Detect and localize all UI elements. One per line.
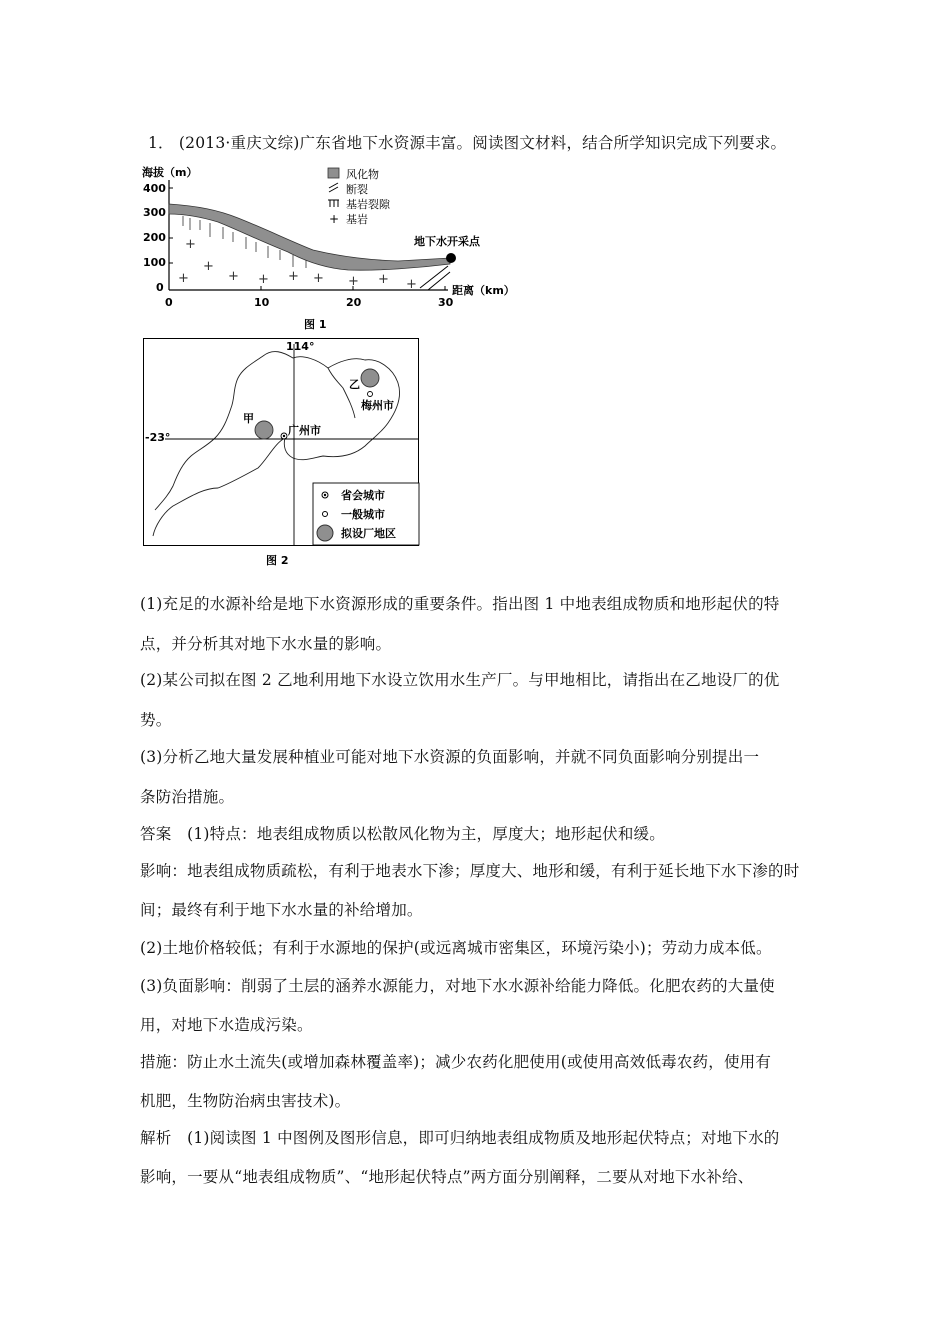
legend-label: 断裂 bbox=[346, 183, 368, 196]
legend-fault-swatch bbox=[329, 183, 338, 192]
y-tick: 200 bbox=[143, 231, 166, 244]
meizhou-city-label: 梅州市 bbox=[361, 399, 394, 412]
question-line: (3)分析乙地大量发展种植业可能对地下水资源的负面影响，并就不同负面影响分别提出一 bbox=[140, 748, 760, 766]
legend-site-swatch bbox=[317, 525, 333, 541]
svg-text:+: + bbox=[258, 272, 269, 287]
svg-text:+: + bbox=[288, 269, 299, 284]
legend-label: 拟设厂地区 bbox=[341, 527, 396, 540]
y-tick: 100 bbox=[143, 256, 166, 269]
svg-text:+: + bbox=[348, 274, 359, 289]
figure2-legend bbox=[313, 483, 419, 545]
question-line: (1)充足的水源补给是地下水资源形成的重要条件。指出图 1 中地表组成物质和地形起伏的特 bbox=[140, 595, 780, 613]
svg-text:+: + bbox=[313, 271, 324, 286]
extraction-point-label: 地下水开采点 bbox=[414, 235, 480, 248]
guangzhou-city-dot bbox=[283, 435, 285, 437]
figure1-caption: 图 1 bbox=[304, 318, 327, 331]
site-jia-marker bbox=[255, 421, 273, 439]
y-axis-title: 海拔（m） bbox=[142, 166, 198, 179]
legend-fissure-swatch bbox=[328, 200, 339, 207]
y-tick: 0 bbox=[156, 281, 164, 294]
legend-bedrock-swatch: + bbox=[329, 212, 340, 226]
legend-weathered-swatch bbox=[328, 168, 339, 178]
x-tick: 20 bbox=[346, 296, 362, 309]
analysis-line: 影响，一要从“地表组成物质”、“地形起伏特点”两方面分别阐释，二要从对地下水补给、 bbox=[140, 1168, 754, 1186]
answer-line: 答案 (1)特点：地表组成物质以松散风化物为主，厚度大；地形起伏和缓。 bbox=[140, 825, 665, 843]
site-yi-label: 乙 bbox=[349, 378, 360, 391]
svg-text:+: + bbox=[228, 269, 239, 284]
y-tick: 400 bbox=[143, 182, 166, 195]
legend-label: 省会城市 bbox=[341, 489, 385, 502]
answer-line: 影响：地表组成物质疏松，有利于地表水下渗；厚度大、地形和缓，有利于延长地下水下渗的时 bbox=[140, 862, 800, 880]
svg-text:+: + bbox=[406, 277, 417, 292]
site-jia-label: 甲 bbox=[243, 412, 254, 425]
site-yi-marker bbox=[361, 369, 379, 387]
svg-text:+: + bbox=[178, 271, 189, 286]
answer-line: 机肥，生物防治病虫害技术)。 bbox=[140, 1092, 351, 1110]
answer-line: 措施：防止水土流失(或增加森林覆盖率)；减少农药化肥使用(或使用高效低毒农药，使用有 bbox=[140, 1053, 772, 1071]
meizhou-city-marker bbox=[368, 392, 373, 397]
question-line: 条防治措施。 bbox=[140, 788, 235, 806]
figure-1-profile bbox=[138, 160, 528, 335]
legend-city-swatch bbox=[323, 512, 328, 517]
svg-text:+: + bbox=[203, 259, 214, 274]
question-line: 点，并分析其对地下水水量的影响。 bbox=[140, 635, 392, 653]
legend-label: 基岩 bbox=[346, 213, 368, 226]
x-tick: 30 bbox=[438, 296, 454, 309]
guangzhou-city-label: 广州市 bbox=[288, 424, 321, 437]
svg-text:+: + bbox=[185, 237, 196, 252]
figure-2-map bbox=[143, 338, 421, 570]
x-axis-title: 距离（km） bbox=[452, 284, 515, 297]
latitude-label: -23° bbox=[145, 431, 171, 444]
figure2-caption: 图 2 bbox=[266, 554, 289, 567]
answer-line: 用，对地下水造成污染。 bbox=[140, 1016, 313, 1034]
answer-line: 间；最终有利于地下水水量的补给增加。 bbox=[140, 901, 423, 919]
question-line: 势。 bbox=[140, 711, 172, 729]
x-tick: 10 bbox=[254, 296, 270, 309]
question-stem: 1． (2013·重庆文综)广东省地下水资源丰富。阅读图文材料，结合所学知识完成下列要求。 bbox=[148, 134, 787, 152]
y-tick: 300 bbox=[143, 206, 166, 219]
figure1-legend bbox=[328, 167, 391, 226]
x-tick: 0 bbox=[165, 296, 173, 309]
svg-text:+: + bbox=[378, 272, 389, 287]
legend-label: 风化物 bbox=[346, 168, 379, 181]
extraction-point bbox=[446, 253, 456, 263]
answer-line: (2)土地价格较低；有利于水源地的保护(或远离城市密集区，环境污染小)；劳动力成本低。 bbox=[140, 939, 772, 957]
legend-label: 基岩裂隙 bbox=[346, 198, 390, 211]
analysis-line: 解析 (1)阅读图 1 中图例及图形信息，即可归纳地表组成物质及地形起伏特点；对地下水的 bbox=[140, 1129, 780, 1147]
longitude-label: 114° bbox=[286, 340, 315, 353]
question-line: (2)某公司拟在图 2 乙地利用地下水设立饮用水生产厂。与甲地相比，请指出在乙地设厂的优 bbox=[140, 671, 780, 689]
legend-label: 一般城市 bbox=[341, 508, 385, 521]
answer-line: (3)负面影响：削弱了土层的涵养水源能力，对地下水水源补给能力降低。化肥农药的大量使 bbox=[140, 977, 775, 995]
